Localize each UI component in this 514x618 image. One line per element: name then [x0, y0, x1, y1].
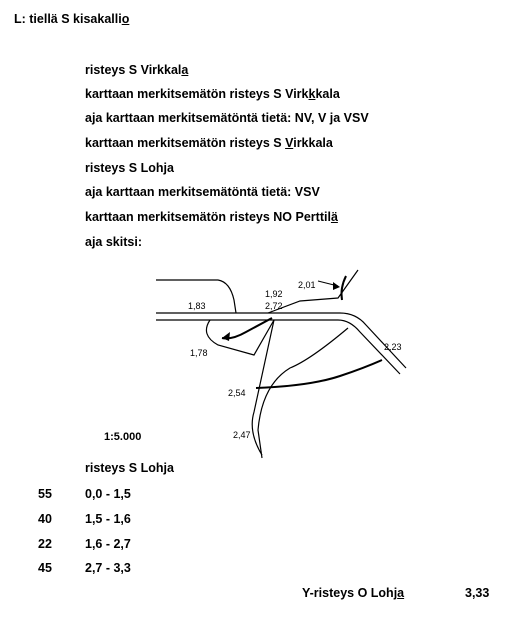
section-heading-tail: a: [166, 461, 174, 475]
instruction-item: [85, 111, 369, 125]
instruction-item: [85, 161, 174, 175]
leg-range: 2,7 - 3,3: [85, 561, 131, 575]
instruction-text: aja karttaan merkitsemätöntä tietä: VSV: [85, 185, 320, 199]
instruction-text: karttaan merkitsemätön risteys S: [85, 136, 286, 150]
route-lines: [222, 276, 382, 388]
finish-underlined: a: [397, 586, 405, 600]
instruction-text: aja skitsi:: [85, 235, 142, 249]
sketch-label: 2,23: [384, 342, 402, 352]
sketch-label: 2,01: [298, 280, 316, 290]
route-segment-lower: [256, 360, 382, 388]
instruction-text: karttaan merkitsemätön risteys NO Perttil: [85, 210, 331, 224]
instruction-text-tail: irkkala: [293, 136, 333, 150]
instruction-underlined: k: [308, 87, 316, 101]
leg-range: 1,6 - 2,7: [85, 537, 131, 551]
instruction-text: risteys S Loh: [85, 161, 164, 175]
section-heading-underlined: j: [163, 461, 167, 475]
instruction-text-tail: kala: [315, 87, 340, 101]
finish-text: Y-risteys O Lohj: [302, 586, 398, 600]
leg-range: 1,5 - 1,6: [85, 512, 131, 526]
finish-label: [302, 586, 404, 600]
road-right-arc: [258, 328, 348, 458]
sketch-label: 2,54: [228, 388, 246, 398]
instruction-underlined: a: [181, 63, 189, 77]
finish-distance: 3,33: [465, 586, 490, 600]
arrow-head: [333, 282, 340, 290]
leg-range: 0,0 - 1,5: [85, 487, 131, 501]
scale-label: 1:5.000: [104, 431, 142, 443]
instruction-item: [85, 63, 188, 77]
route-arrow-head: [222, 332, 230, 341]
instruction-item: [85, 210, 338, 224]
left-loop-road: [206, 320, 274, 355]
leg-count: 22: [38, 537, 52, 551]
header-text: L: tiellä S kisakalli: [14, 12, 122, 26]
sketch-label: 1,83: [188, 301, 206, 311]
sketch-label: 2,72: [265, 301, 283, 311]
leg-count: 40: [38, 512, 52, 526]
section-heading-text: risteys S Loh: [85, 461, 164, 475]
instruction-underlined: ä: [330, 210, 338, 224]
main-road-bottom-edge: [156, 320, 400, 374]
page-header: [14, 12, 129, 26]
instruction-underlined: j: [163, 161, 167, 175]
header-underlined-letter: o: [121, 12, 130, 26]
instruction-item: [85, 235, 142, 249]
instruction-underlined: V: [285, 136, 294, 150]
instruction-text: risteys S Virkkal: [85, 63, 182, 77]
section-heading: [85, 461, 174, 475]
sketch-label: 1,92: [265, 289, 283, 299]
instruction-text: aja karttaan merkitsemätöntä tietä: NV, V ja VSV: [85, 111, 369, 125]
leg-count: 45: [38, 561, 52, 575]
sketch-label: 1,78: [190, 348, 208, 358]
leg-count: 55: [38, 487, 52, 501]
sketch-label: 2,47: [233, 430, 251, 440]
instruction-text: karttaan merkitsemätön risteys S Virk: [85, 87, 309, 101]
instruction-item: [85, 136, 333, 150]
instruction-text-tail: a: [166, 161, 174, 175]
route-sketch: [150, 262, 410, 462]
instruction-item: [85, 185, 320, 199]
instruction-item: [85, 87, 340, 101]
